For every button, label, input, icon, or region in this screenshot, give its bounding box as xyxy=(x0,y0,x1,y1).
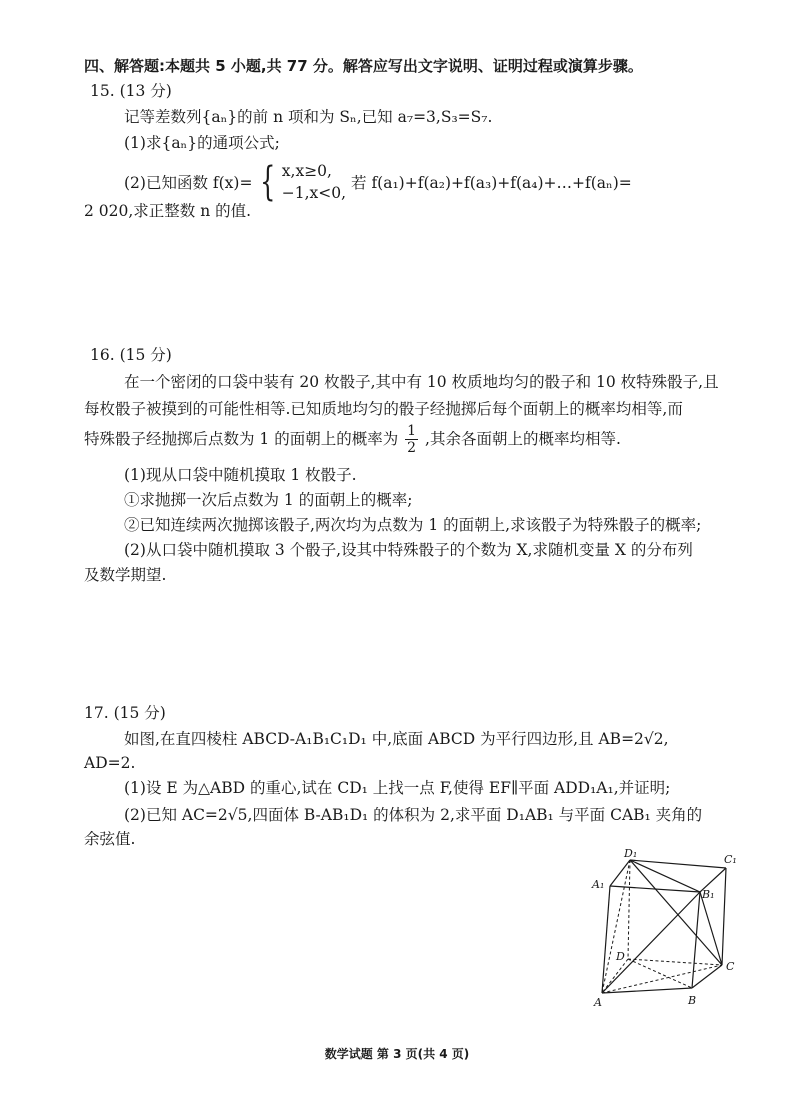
prism-figure xyxy=(584,848,744,1010)
q16-sub2: ②已知连续两次抛掷该骰子,两次均为点数为 1 的面朝上,求该骰子为特殊骰子的概率; xyxy=(124,516,702,534)
segment-b1c xyxy=(700,892,722,965)
q17-part1: (1)设 E 为△ABD 的重心,试在 CD₁ 上找一点 F,使得 EF∥平面 ADD₁A₁,并证明; xyxy=(124,779,671,797)
label-b: B xyxy=(688,994,697,1007)
fraction-one-half xyxy=(405,423,418,456)
segment-db-hidden xyxy=(628,959,692,988)
edge-c1c xyxy=(722,868,726,965)
label-a1: A₁ xyxy=(592,878,605,891)
case-1: x,x≥0, xyxy=(281,162,332,180)
segment-d1a-hidden xyxy=(602,860,630,993)
q15-part2-cont: 2 020,求正整数 n 的值. xyxy=(84,202,252,220)
edge-a1a xyxy=(602,886,610,993)
label-b1: B₁ xyxy=(702,888,715,901)
q17-number: 17. (15 分) xyxy=(84,704,166,722)
label-d1: D₁ xyxy=(624,848,638,860)
q16-number: 16. (15 分) xyxy=(90,346,172,364)
q15-number: 15. (13 分) xyxy=(90,82,172,100)
edge-d1d-hidden xyxy=(628,860,630,959)
q17-part2: (2)已知 AC=2√5,四面体 B-AB₁D₁ 的体积为 2,求平面 D₁AB₁ 与平面 CAB₁ 夹角的 xyxy=(124,806,703,824)
fraction-numerator: 1 xyxy=(407,423,417,439)
q16-line3-prefix: 特殊骰子经抛掷后点数为 1 的面朝上的概率为 xyxy=(84,430,399,449)
q15-stem: 记等差数列{aₙ}的前 n 项和为 Sₙ,已知 a₇=3,S₃=S₇. xyxy=(124,108,493,126)
section-header: 四、解答题:本题共 5 小题,共 77 分。解答应写出文字说明、证明过程或演算步骤。 xyxy=(84,57,643,75)
q16-line1: 在一个密闭的口袋中装有 20 枚骰子,其中有 10 枚质地均匀的骰子和 10 枚特殊骰子,且 xyxy=(124,373,719,391)
brace-glyph: { xyxy=(260,159,276,205)
label-a: A xyxy=(594,996,602,1009)
fraction-denominator: 2 xyxy=(407,440,417,456)
q16-line2: 每枚骰子被摸到的可能性相等.已知质地均匀的骰子经抛掷后每个面朝上的概率均相等,而 xyxy=(84,400,683,418)
label-c: C xyxy=(726,960,735,973)
q17-line1-cont: AD=2. xyxy=(84,754,136,772)
q16-part1: (1)现从口袋中随机摸取 1 枚骰子. xyxy=(124,466,357,484)
piecewise-cases xyxy=(282,160,346,204)
edge-dc-hidden xyxy=(628,959,722,965)
q17-part2-cont: 余弦值. xyxy=(84,830,136,848)
q17-line1: 如图,在直四棱柱 ABCD-A₁B₁C₁D₁ 中,底面 ABCD 为平行四边形,且 AB=2√2, xyxy=(124,730,669,748)
q16-part2: (2)从口袋中随机摸取 3 个骰子,设其中特殊骰子的个数为 X,求随机变量 X 的分布列 xyxy=(124,541,693,559)
case-2: −1,x<0, xyxy=(281,184,347,202)
page-footer: 数学试题 第 3 页(共 4 页) xyxy=(324,1047,470,1061)
label-c1: C₁ xyxy=(724,853,737,866)
edge-bc xyxy=(692,965,722,988)
q16-sub1: ①求抛掷一次后点数为 1 的面朝上的概率; xyxy=(124,491,413,509)
q16-line3 xyxy=(84,423,621,463)
q15-part2-prefix: (2)已知函数 f(x)= xyxy=(124,174,253,192)
edge-ab xyxy=(602,988,692,993)
edge-b1b xyxy=(692,892,700,988)
q16-line3-suffix: ,其余各面朝上的概率均相等. xyxy=(425,430,621,449)
segment-ab1 xyxy=(602,892,700,993)
q15-part2-suffix: 若 f(a₁)+f(a₂)+f(a₃)+f(a₄)+…+f(aₙ)= xyxy=(351,174,632,192)
label-d: D xyxy=(616,950,625,963)
q15-part1: (1)求{aₙ}的通项公式; xyxy=(124,134,280,152)
q16-part2-cont: 及数学期望. xyxy=(84,566,167,584)
